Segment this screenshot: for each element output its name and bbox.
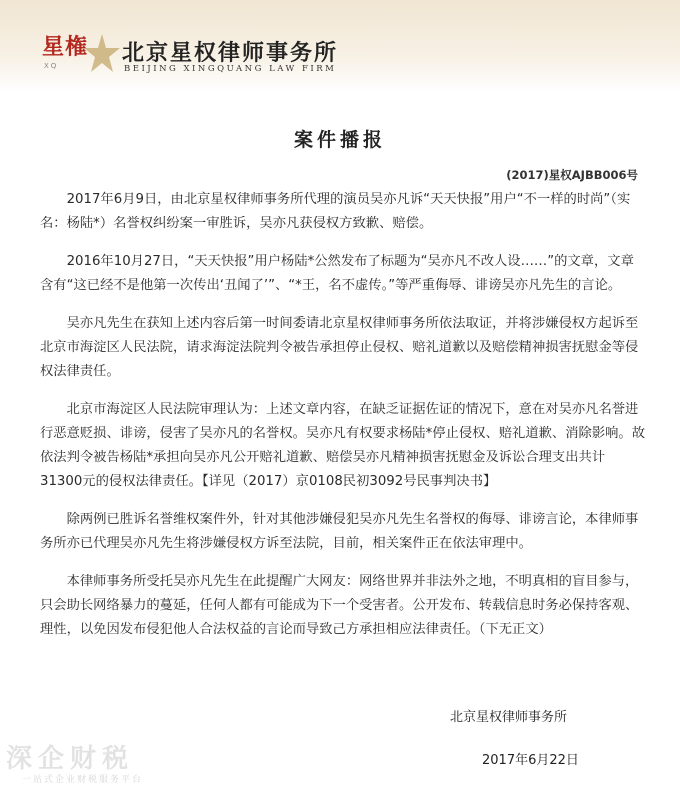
brand-logo-text: 星権	[42, 34, 89, 60]
firm-name-en: BEIJING XINGQUANG LAW FIRM	[124, 64, 337, 74]
case-number: (2017)星权AJBB006号	[506, 168, 638, 182]
signature: 北京星权律师事务所	[450, 710, 568, 725]
letterhead	[0, 0, 680, 92]
watermark-sub: 一站式企业财税服务平台	[22, 775, 144, 785]
paragraph: 本律师事务所受托吴亦凡先生在此提醒广大网友：网络世界并非法外之地，不明真相的盲目参与，只会助长网络暴力的蔓延，任何人都有可能成为下一个受害者。公开发布、转载信息时务必保持客观、理性，以免因发布侵犯他人合法权益的言论而导致己方承担相应法律责任。（下无正文）	[40, 574, 639, 637]
paragraph: 2017年6月9日，由北京星权律师事务所代理的演员吴亦凡诉“天天快报”用户“不一样的时尚”（实名：杨陆*）名誉权纠纷案一审胜诉，吴亦凡获侵权方致歉、赔偿。	[40, 192, 631, 231]
watermark: 深企财税	[6, 744, 135, 774]
paragraph: 吴亦凡先生在获知上述内容后第一时间委请北京星权律师事务所依法取证，并将涉嫌侵权方起诉至北京市海淀区人民法院，请求海淀法院判令被告承担停止侵权、赔礼道歉以及赔偿精神损害抚慰金等侵权法律责任。	[40, 316, 639, 379]
document-title: 案件播报	[293, 129, 386, 151]
paragraph: 北京市海淀区人民法院审理认为：上述文章内容，在缺乏证据佐证的情况下，意在对吴亦凡名誉进行恶意贬损、诽谤，侵害了吴亦凡的名誉权。吴亦凡有权要求杨陆*停止侵权、赔礼道歉、消除影响。故依法判令被告杨陆*承担向吴亦凡公开赔礼道歉、赔偿吴亦凡精神损害抚慰金及诉讼合理支出共计31300元的侵权法律责任。【详见（2017）京0108民初3092号民事判决书】	[40, 402, 646, 489]
firm-name-cn: 北京星权律师事务所	[122, 40, 339, 66]
paragraph: 2016年10月27日，“天天快报”用户杨陆*公然发布了标题为“吴亦凡不改人设……”的文章，文章含有“这已经不是他第一次传出‘丑闻了’”、“*王，名不虚传。”等严重侮辱、诽谤吴亦凡先生的言论。	[40, 254, 634, 293]
brand-logo-sub: XQ	[44, 62, 59, 70]
document-date: 2017年6月22日	[482, 753, 579, 768]
paragraph: 除两例已胜诉名誉维权案件外，针对其他涉嫌侵犯吴亦凡先生名誉权的侮辱、诽谤言论，本律师事务所亦已代理吴亦凡先生将涉嫌侵权方诉至法院，目前，相关案件正在依法审理中。	[40, 512, 639, 551]
document-body	[40, 188, 645, 656]
